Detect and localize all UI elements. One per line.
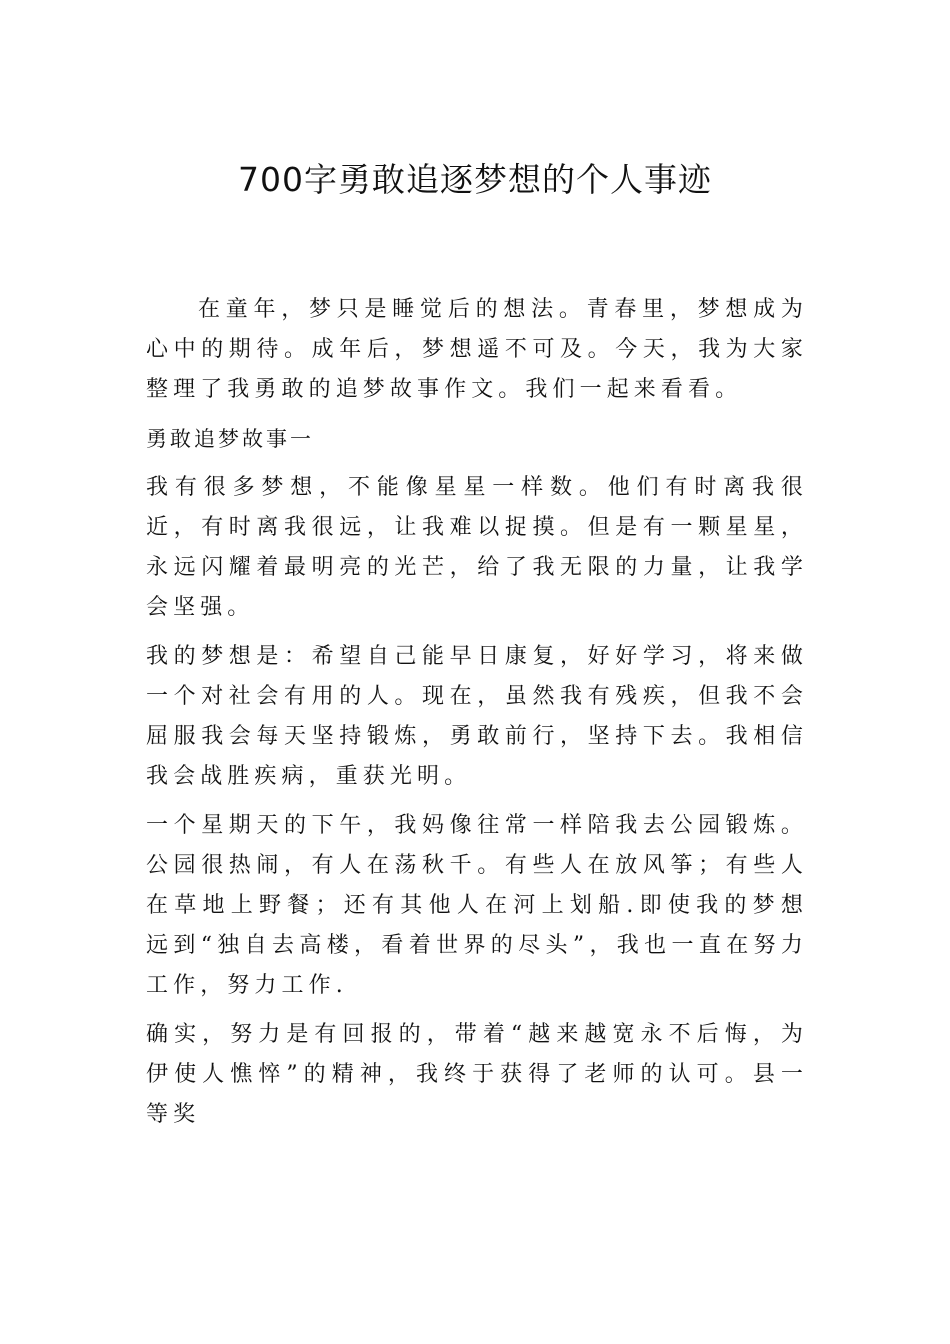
section-heading: 勇敢追梦故事一 — [146, 427, 314, 451]
body-paragraph-4: 确实，努力是有回报的，带着“越来越宽永不后悔，为伊使人憔悴”的精神，我终于获得了老师的认可。县一等奖 — [146, 1022, 808, 1127]
document-title: 700字勇敢追逐梦想的个人事迹 — [238, 160, 712, 199]
body-paragraph-2: 我的梦想是：希望自己能早日康复，好好学习，将来做一个对社会有用的人。现在，虽然我有残疾，但我不会屈服我会每天坚持锻炼，勇敢前行，坚持下去。我相信我会战胜疾病，重获光明。 — [146, 644, 808, 789]
intro-paragraph: 在童年，梦只是睡觉后的想法。青春里，梦想成为心中的期待。成年后，梦想遥不可及。今天，我为大家整理了我勇敢的追梦故事作文。我们一起来看看。 — [146, 297, 808, 402]
document-body — [146, 290, 808, 1144]
body-paragraph-1: 我有很多梦想，不能像星星一样数。他们有时离我很近，有时离我很远，让我难以捉摸。但是有一颗星星，永远闪耀着最明亮的光芒，给了我无限的力量，让我学会坚强。 — [146, 475, 808, 620]
body-paragraph-3: 一个星期天的下午，我妈像往常一样陪我去公园锻炼。公园很热闹，有人在荡秋千。有些人在放风筝；有些人在草地上野餐；还有其他人在河上划船.即使我的梦想远到“独自去高楼，看着世界的尽头”，我也一直在努力工作，努力工作. — [146, 813, 808, 998]
